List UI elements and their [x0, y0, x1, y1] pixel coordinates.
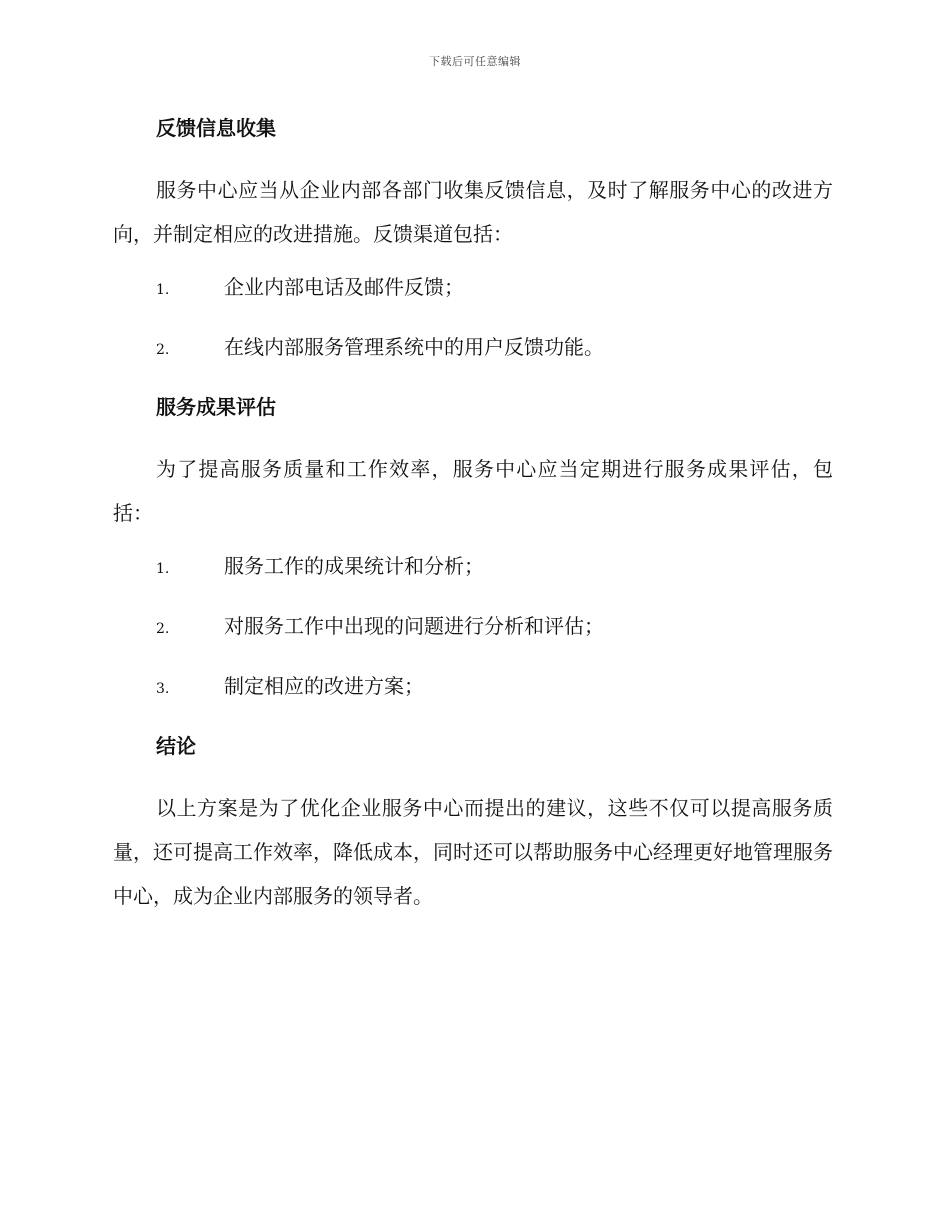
section-paragraph-conclusion: 以上方案是为了优化企业服务中心而提出的建议，这些不仅可以提高服务质量，还可提高工作效率，降低成本，同时还可以帮助服务中心经理更好地管理服务中心，成为企业内部服务的领导者。 — [113, 796, 833, 908]
list-item-text: 企业内部电话及邮件反馈； — [224, 275, 464, 299]
section-heading-conclusion: 结论 — [156, 734, 196, 758]
list-item-number: 1. — [156, 561, 170, 577]
section-heading-feedback: 反馈信息收集 — [156, 116, 276, 140]
section-heading-evaluation: 服务成果评估 — [156, 395, 276, 419]
list-item-number: 2. — [156, 621, 170, 637]
list-item-number: 3. — [156, 681, 170, 697]
section-paragraph-evaluation: 为了提高服务质量和工作效率，服务中心应当定期进行服务成果评估，包括： — [113, 457, 833, 525]
page-header: 下载后可任意编辑 — [429, 55, 521, 68]
list-item-number: 1. — [156, 282, 170, 298]
list-item — [113, 548, 833, 587]
list-item-number: 2. — [156, 342, 170, 358]
list-item — [113, 668, 833, 707]
list-item — [113, 329, 833, 368]
list-item-text: 在线内部服务管理系统中的用户反馈功能。 — [224, 335, 604, 359]
list-item-text: 制定相应的改进方案； — [224, 674, 424, 698]
feedback-channel-list — [113, 269, 833, 368]
list-item-text: 服务工作的成果统计和分析； — [224, 554, 484, 578]
list-item — [113, 608, 833, 647]
section-paragraph-feedback: 服务中心应当从企业内部各部门收集反馈信息，及时了解服务中心的改进方向，并制定相应的改进措施。反馈渠道包括： — [113, 178, 833, 246]
list-item — [113, 269, 833, 308]
list-item-text: 对服务工作中出现的问题进行分析和评估； — [224, 614, 604, 638]
document-body — [113, 110, 833, 931]
evaluation-list — [113, 548, 833, 707]
